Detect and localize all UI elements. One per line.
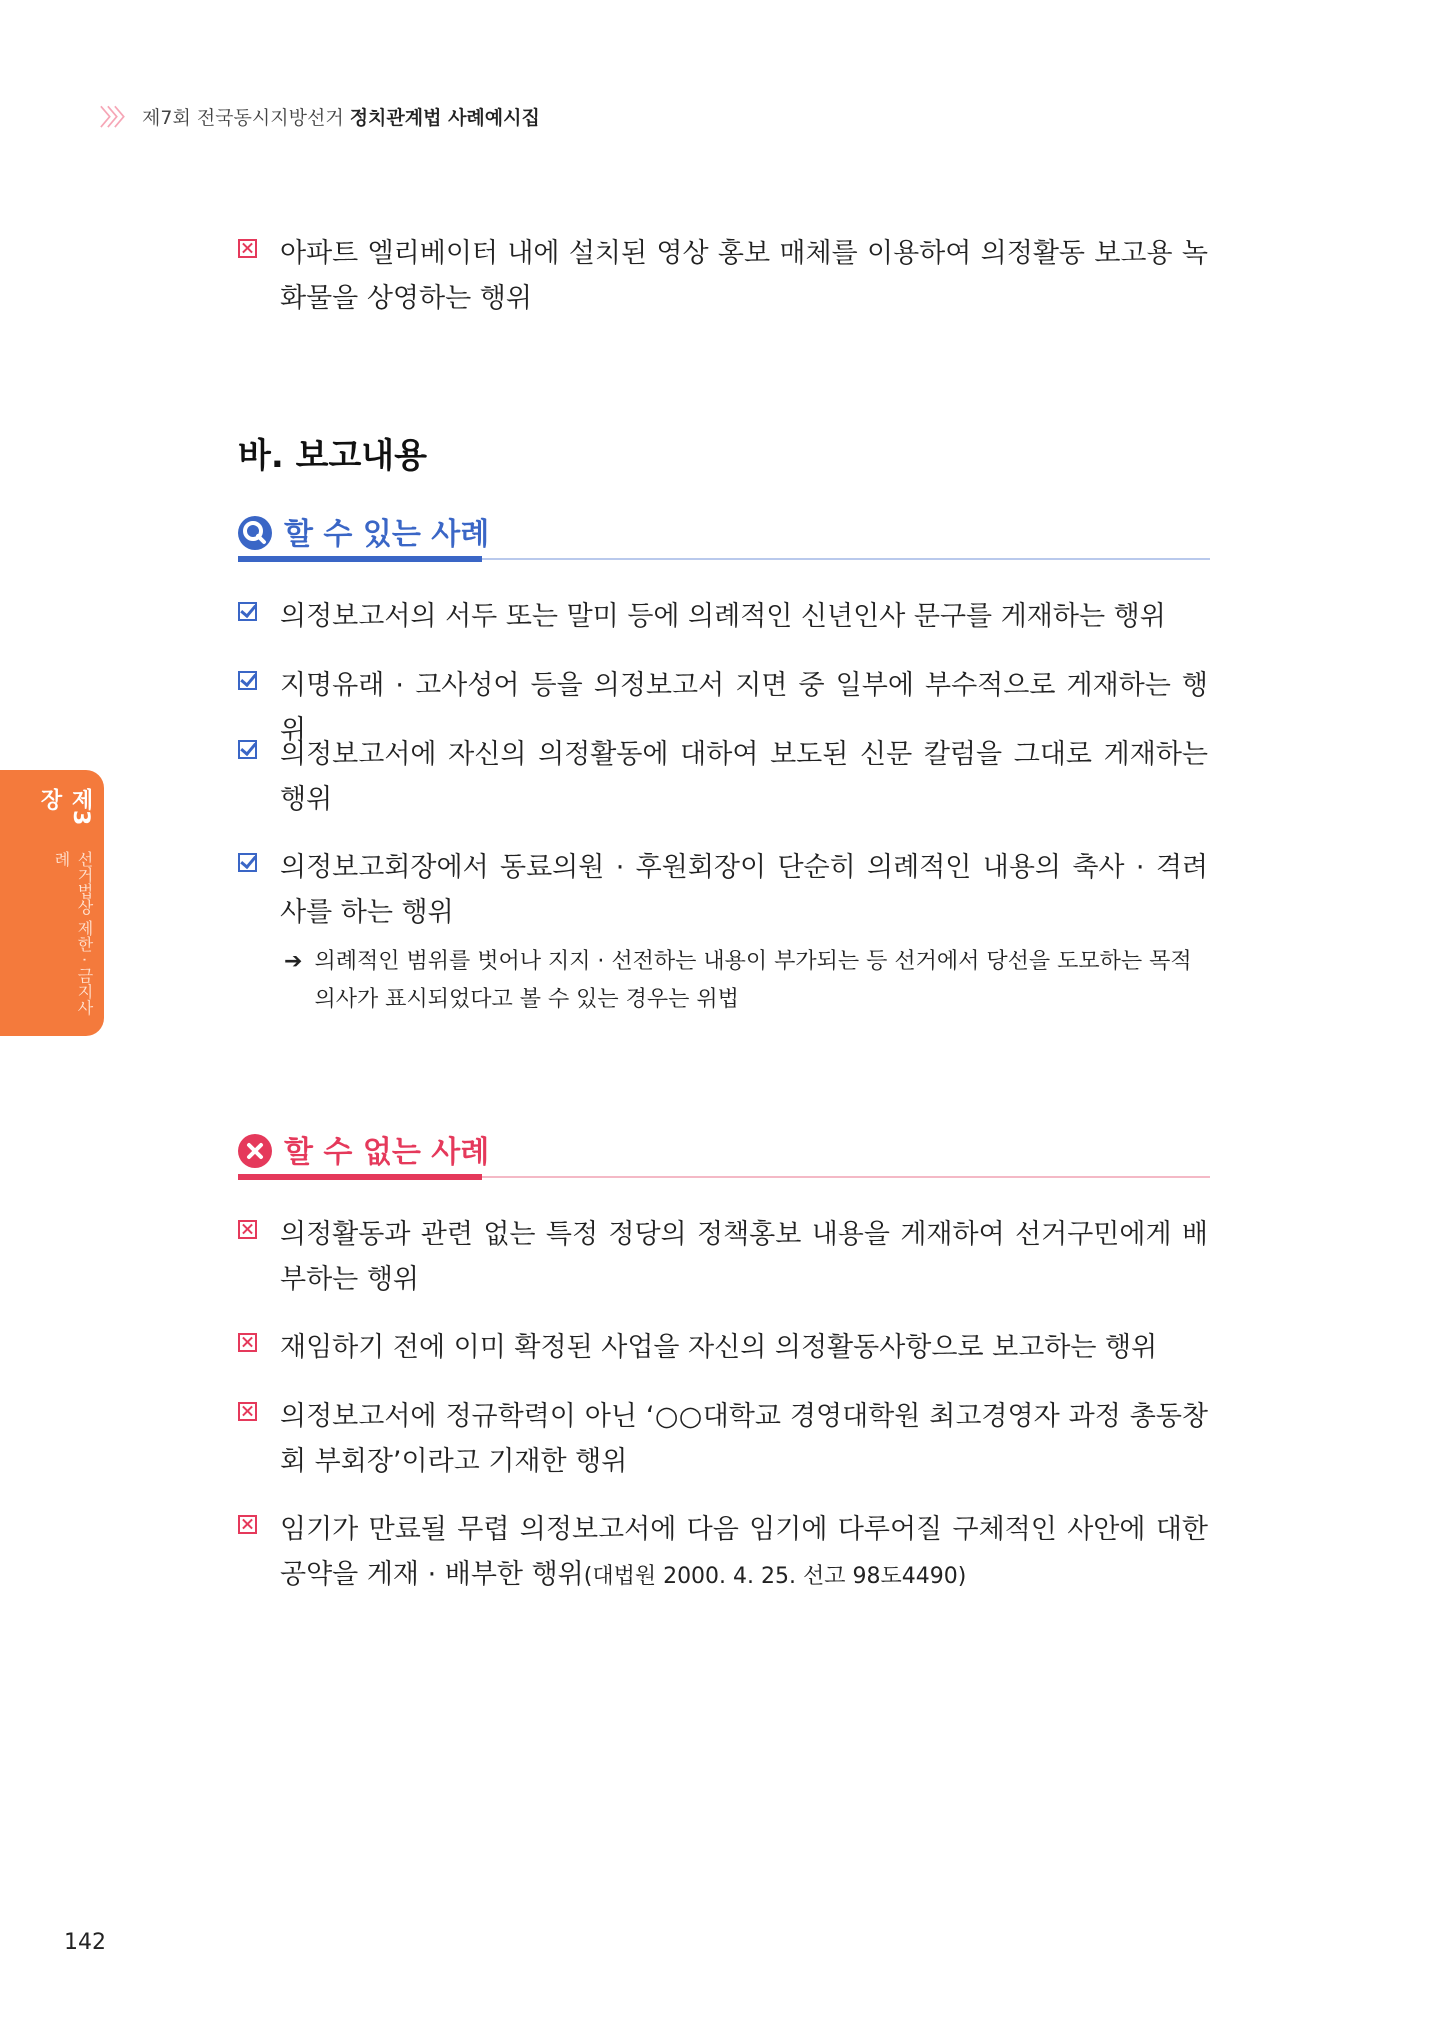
chapter-subtitle: 선거법상 제한 · 금지사례 <box>52 850 94 1016</box>
item-text: 의정보고서에 자신의 의정활동에 대하여 보도된 신문 칼럼을 그대로 게재하는 행위 <box>280 739 1208 815</box>
page-number: 142 <box>64 1930 106 1955</box>
section-title: 바. 보고내용 <box>238 436 427 476</box>
chevron-icon: 〉〉〉 <box>100 106 133 131</box>
x-box-icon <box>238 1333 257 1352</box>
header-title: 정치관계법 사례예시집 <box>349 107 540 129</box>
running-header <box>100 101 546 132</box>
item-text: 의정보고서에 정규학력이 아닌 ‘○○대학교 경영대학원 최고경영자 과정 총동창회 부회장’이라고 기재한 행위 <box>280 1401 1208 1477</box>
item-text: 아파트 엘리베이터 내에 설치된 영상 홍보 매체를 이용하여 의정활동 보고용 녹화물을 상영하는 행위 <box>280 238 1208 314</box>
arrow-right-icon: ➔ <box>284 949 303 974</box>
search-icon <box>238 516 272 550</box>
divider-accent <box>238 1174 482 1180</box>
item-text: 지명유래 · 고사성어 등을 의정보고서 지면 중 일부에 부수적으로 게재하는 행위 <box>280 670 1208 746</box>
checkbox-checked-icon <box>238 602 257 621</box>
chapter-number: 제3장 <box>37 788 93 826</box>
sub-note-text: 의례적인 범위를 벗어나 지지 · 선전하는 내용이 부가되는 등 선거에서 당선을 도모하는 목적의사가 표시되었다고 볼 수 있는 경우는 위법 <box>314 949 1192 1012</box>
header-edition: 제7회 전국동시지방선거 <box>142 107 344 129</box>
checkbox-checked-icon <box>238 740 257 759</box>
item-text: 의정보고회장에서 동료의원 · 후원회장이 단순히 의례적인 내용의 축사 · 격려사를 하는 행위 <box>280 852 1208 928</box>
list-item <box>238 1507 1208 1599</box>
list-item <box>238 1212 1208 1302</box>
x-box-icon <box>238 1220 257 1239</box>
list-item <box>238 231 1208 321</box>
list-item <box>238 1394 1208 1484</box>
case-citation: (대법원 2000. 4. 25. 선고 98도4490) <box>583 1564 967 1589</box>
allowed-cases-heading <box>238 504 1210 564</box>
forbidden-cases-label: 할 수 없는 사례 <box>284 1135 490 1170</box>
divider-accent <box>238 556 482 562</box>
checkbox-checked-icon <box>238 671 257 690</box>
forbidden-cases-heading <box>238 1122 1210 1182</box>
chapter-side-tab <box>0 770 104 1036</box>
allowed-cases-label: 할 수 있는 사례 <box>284 517 490 552</box>
item-text: 재임하기 전에 이미 확정된 사업을 자신의 의정활동사항으로 보고하는 행위 <box>280 1332 1158 1363</box>
list-item <box>238 594 1208 639</box>
checkbox-checked-icon <box>238 853 257 872</box>
item-text: 의정보고서의 서두 또는 말미 등에 의례적인 신년인사 문구를 게재하는 행위 <box>280 601 1166 632</box>
item-text <box>280 1507 1208 1599</box>
x-box-icon <box>238 239 257 258</box>
sub-note <box>284 943 1208 1019</box>
list-item <box>238 845 1208 935</box>
close-icon <box>238 1134 272 1168</box>
list-item <box>238 1325 1208 1370</box>
x-box-icon <box>238 1515 257 1534</box>
list-item <box>238 732 1208 822</box>
x-box-icon <box>238 1402 257 1421</box>
item-main-text: 임기가 만료될 무렵 의정보고서에 다음 임기에 다루어질 구체적인 사안에 대한 공약을 게재 · 배부한 행위 <box>280 1514 1208 1590</box>
item-text: 의정활동과 관련 없는 특정 정당의 정책홍보 내용을 게재하여 선거구민에게 배부하는 행위 <box>280 1219 1208 1295</box>
